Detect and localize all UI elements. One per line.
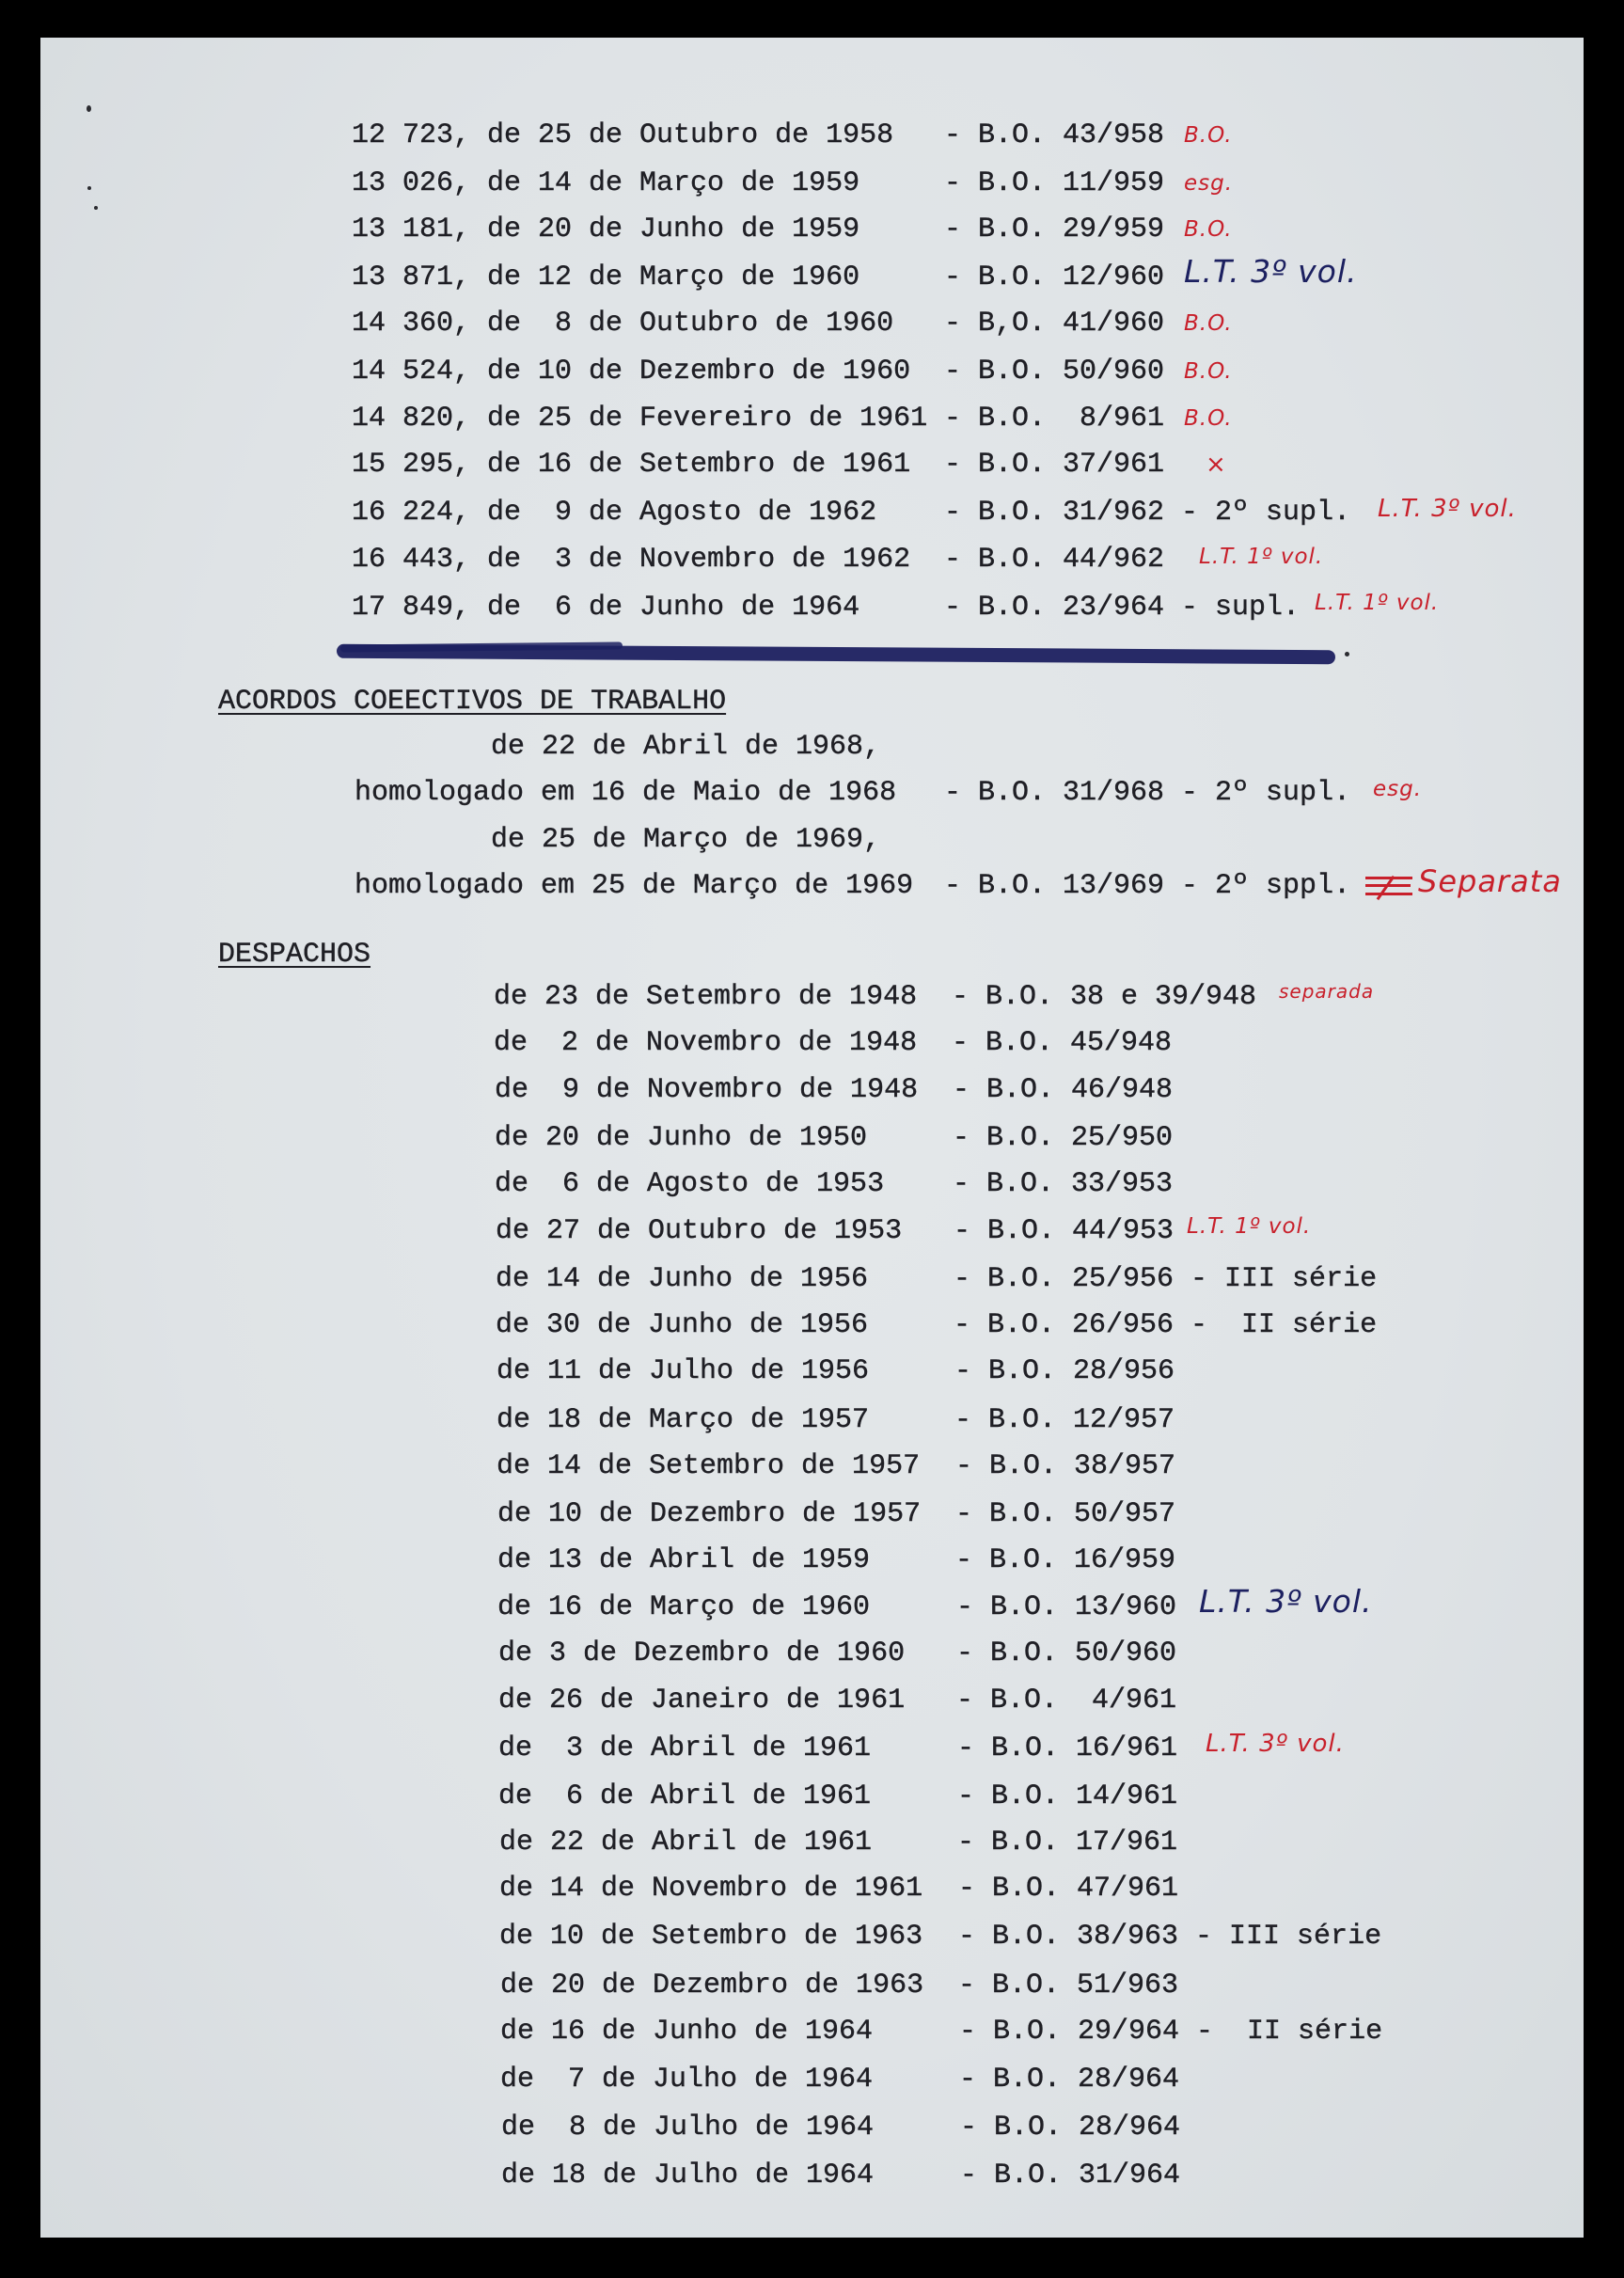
section-heading-row (0, 938, 1624, 972)
handwritten-x-mark: × (1206, 451, 1227, 479)
despacho-date: de 16 de Março de 1960 (497, 1591, 871, 1623)
decree-row (0, 496, 1624, 530)
bo-reference: - B.O. 11/959 (944, 167, 1165, 199)
despacho-row (0, 1920, 1624, 1954)
decree-text: 13 181, de 20 de Junho de 1959 (352, 214, 860, 245)
handwritten-note: L.T. 3º vol. (1206, 1730, 1345, 1758)
bo-reference: - B.O. 26/956 - II série (954, 1309, 1378, 1341)
margin-mark (87, 105, 91, 112)
bo-reference: - B.O. 46/948 (953, 1074, 1174, 1106)
section-heading-row (0, 685, 1624, 719)
despacho-row (0, 1872, 1624, 1906)
decree-row (0, 355, 1624, 388)
despacho-date: de 18 de Julho de 1964 (501, 2159, 875, 2191)
decree-text: 14 524, de 10 de Dezembro de 1960 (352, 356, 911, 388)
despacho-date: de 20 de Junho de 1950 (495, 1122, 868, 1154)
handwritten-note: B.O. (1184, 123, 1233, 148)
bo-reference: - B.O. 28/964 (960, 2112, 1181, 2144)
decree-row (0, 166, 1624, 200)
despacho-row (0, 1969, 1624, 2002)
despacho-date: de 7 de Julho de 1964 (500, 2064, 874, 2096)
decree-text: 13 871, de 12 de Março de 1960 (352, 261, 860, 293)
handwritten-note: L.T. 3º vol. (1378, 495, 1517, 523)
acordo-row (0, 776, 1624, 810)
handwritten-note: separada (1279, 980, 1375, 1003)
bo-reference: - B.O. 4/961 (956, 1685, 1177, 1716)
bo-reference: - B.O. 12/960 (944, 261, 1165, 293)
handwritten-note: esg. (1373, 777, 1423, 801)
bo-reference: - B.O. 13/960 (956, 1591, 1177, 1623)
crossed-out-handwriting (1365, 877, 1412, 895)
handwritten-note: L.T. 3º vol. (1199, 1583, 1373, 1620)
despacho-date: de 22 de Abril de 1961 (499, 1827, 873, 1859)
despacho-row (0, 2159, 1624, 2192)
handwritten-note: Separata (1418, 863, 1562, 899)
bo-reference: - B.O. 37/961 (944, 449, 1165, 481)
acordos-heading: ACORDOS COEECTIVOS DE TRABALHO (218, 686, 727, 718)
despacho-date: de 9 de Novembro de 1948 (495, 1074, 919, 1106)
bo-reference: - B.O. 17/961 (957, 1827, 1178, 1859)
bo-reference: - B.O. 16/959 (955, 1544, 1176, 1576)
bo-reference: - B.O. 50/957 (955, 1498, 1176, 1530)
despacho-row (0, 2111, 1624, 2144)
bo-reference: - B.O. 25/956 - III série (954, 1263, 1378, 1295)
despacho-date: de 16 de Junho de 1964 (500, 2016, 874, 2048)
despacho-row (0, 1121, 1624, 1155)
bo-reference: - B.O. 12/957 (954, 1404, 1175, 1436)
bo-reference: - B.O. 43/958 (944, 119, 1165, 151)
bo-reference: - B.O. 13/969 - 2º sppl. (944, 870, 1351, 902)
bo-reference: - B.O. 25/950 (953, 1122, 1174, 1154)
handwritten-note: esg. (1184, 171, 1234, 196)
decree-row (0, 119, 1624, 152)
bo-reference: - B.O. 14/961 (957, 1780, 1178, 1812)
handwritten-note: L.T. 1º vol. (1315, 591, 1440, 615)
bo-reference: - B.O. 44/953 (954, 1215, 1175, 1247)
despacho-row (0, 1637, 1624, 1670)
handwritten-note: B.O. (1184, 311, 1233, 336)
bo-reference: - B.O. 47/961 (958, 1873, 1179, 1905)
despacho-row (0, 1262, 1624, 1296)
acordo-homologation: homologado em 25 de Março de 1969 (355, 870, 914, 902)
bo-reference: - B.O. 38 e 39/948 (952, 981, 1257, 1013)
despacho-row (0, 980, 1624, 1014)
decree-text: 16 224, de 9 de Agosto de 1962 (352, 497, 877, 529)
despacho-row (0, 2015, 1624, 2049)
despachos-heading: DESPACHOS (218, 939, 371, 971)
despacho-date: de 13 de Abril de 1959 (497, 1544, 871, 1576)
despacho-date: de 14 de Novembro de 1961 (499, 1873, 923, 1905)
despacho-row (0, 1403, 1624, 1437)
bo-reference: - B.O. 31/964 (960, 2159, 1181, 2191)
bo-reference: - B.O. 31/968 - 2º supl. (944, 777, 1351, 809)
despacho-row (0, 1780, 1624, 1813)
despacho-date: de 2 de Novembro de 1948 (494, 1027, 918, 1059)
acordo-date-row (0, 823, 1624, 857)
acordo-date-row (0, 730, 1624, 764)
decree-row (0, 402, 1624, 435)
bo-reference: - B,O. 41/960 (944, 308, 1165, 340)
margin-mark (94, 206, 98, 210)
decree-text: 13 026, de 14 de Março de 1959 (352, 167, 860, 199)
bo-reference: - B.O. 23/964 - supl. (944, 592, 1301, 624)
period-mark (1345, 652, 1349, 657)
handwritten-note: L.T. 3º vol. (1184, 253, 1358, 290)
despacho-row (0, 1449, 1624, 1483)
handwritten-note: B.O. (1184, 359, 1233, 384)
despacho-date: de 10 de Dezembro de 1957 (497, 1498, 922, 1530)
despacho-row (0, 1583, 1624, 1624)
decree-row (0, 448, 1624, 482)
bo-reference: - B.O. 50/960 (956, 1637, 1177, 1669)
acordo-homologation: homologado em 16 de Maio de 1968 (355, 777, 897, 809)
despacho-row (0, 1684, 1624, 1717)
decree-text: 15 295, de 16 de Setembro de 1961 (352, 449, 911, 481)
bo-reference: - B.O. 51/963 (958, 1970, 1179, 2001)
despacho-date: de 14 de Junho de 1956 (496, 1263, 869, 1295)
decree-row (0, 307, 1624, 340)
bo-reference: - B.O. 38/957 (955, 1450, 1176, 1482)
handwritten-note: B.O. (1184, 406, 1233, 431)
decree-row (0, 543, 1624, 577)
acordo-date: de 22 de Abril de 1968, (491, 731, 881, 763)
despacho-row (0, 2063, 1624, 2096)
acordo-row (0, 863, 1624, 903)
bo-reference: - B.O. 44/962 (944, 544, 1165, 576)
despacho-date: de 6 de Agosto de 1953 (495, 1168, 885, 1200)
despacho-row (0, 1167, 1624, 1201)
bo-reference: - B.O. 31/962 - 2º supl. (944, 497, 1351, 529)
decree-text: 17 849, de 6 de Junho de 1964 (352, 592, 860, 624)
bo-reference: - B.O. 45/948 (952, 1027, 1173, 1059)
handwritten-note: B.O. (1184, 217, 1233, 242)
despacho-row (0, 1026, 1624, 1060)
despacho-row (0, 1073, 1624, 1107)
despacho-date: de 11 de Julho de 1956 (497, 1355, 870, 1387)
despacho-date: de 27 de Outubro de 1953 (496, 1215, 903, 1247)
despacho-row (0, 1214, 1624, 1248)
despacho-date: de 30 de Junho de 1956 (496, 1309, 869, 1341)
despacho-date: de 10 de Setembro de 1963 (499, 1921, 923, 1953)
decree-row (0, 213, 1624, 246)
despacho-date: de 6 de Abril de 1961 (498, 1780, 872, 1812)
despacho-row (0, 1308, 1624, 1342)
despacho-date: de 3 de Dezembro de 1960 (498, 1637, 906, 1669)
decree-text: 12 723, de 25 de Outubro de 1958 (352, 119, 894, 151)
handwritten-note: L.T. 1º vol. (1187, 1214, 1312, 1239)
decree-text: 16 443, de 3 de Novembro de 1962 (352, 544, 911, 576)
despacho-date: de 8 de Julho de 1964 (501, 2112, 875, 2144)
despacho-date: de 14 de Setembro de 1957 (497, 1450, 921, 1482)
bo-reference: - B.O. 50/960 (944, 356, 1165, 388)
bo-reference: - B.O. 16/961 (957, 1732, 1178, 1764)
decree-text: 14 820, de 25 de Fevereiro de 1961 (352, 403, 928, 435)
despacho-date: de 18 de Março de 1957 (497, 1404, 870, 1436)
despacho-row (0, 1543, 1624, 1577)
bo-reference: - B.O. 29/959 (944, 214, 1165, 245)
handwritten-note: L.T. 1º vol. (1199, 545, 1324, 569)
decree-text: 14 360, de 8 de Outubro de 1960 (352, 308, 894, 340)
bo-reference: - B.O. 29/964 - II série (959, 2016, 1383, 2048)
acordo-date: de 25 de Março de 1969, (491, 824, 881, 856)
despacho-date: de 26 de Janeiro de 1961 (498, 1685, 906, 1716)
decree-row (0, 591, 1624, 625)
despacho-date: de 20 de Dezembro de 1963 (500, 1970, 924, 2001)
despacho-row (0, 1354, 1624, 1388)
bo-reference: - B.O. 28/956 (954, 1355, 1175, 1387)
despacho-row (0, 1732, 1624, 1765)
despacho-row (0, 1497, 1624, 1531)
bo-reference: - B.O. 28/964 (959, 2064, 1180, 2096)
despacho-date: de 3 de Abril de 1961 (498, 1732, 872, 1764)
bo-reference: - B.O. 33/953 (953, 1168, 1174, 1200)
bo-reference: - B.O. 38/963 - III série (958, 1921, 1382, 1953)
decree-row (0, 253, 1624, 294)
despacho-date: de 23 de Setembro de 1948 (494, 981, 918, 1013)
despacho-row (0, 1826, 1624, 1859)
bo-reference: - B.O. 8/961 (944, 403, 1165, 435)
